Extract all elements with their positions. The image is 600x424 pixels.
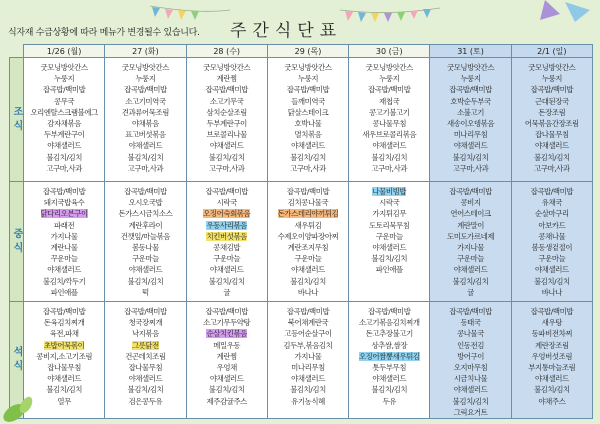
menu-item: 야채샐러드 — [291, 141, 325, 151]
menu-item: 야채샐러드 — [47, 141, 81, 151]
menu-item: 콩나물국 — [457, 329, 485, 339]
menu-item: 고구마,사과 — [534, 163, 570, 173]
menu-item: 계란장조림 — [534, 340, 569, 350]
meal-row — [10, 58, 593, 182]
menu-item: 누룽지 — [379, 74, 400, 84]
menu-cell — [267, 182, 348, 302]
menu-item: 두유 — [382, 396, 396, 406]
menu-item: 야채샐러드 — [128, 141, 163, 151]
menu-item: 계란조지무침 — [287, 243, 329, 253]
menu-item: 야채샐러드 — [453, 385, 488, 395]
menu-item: 잡곡밥/백미밥 — [205, 187, 248, 196]
menu-cell — [105, 182, 186, 302]
menu-item: 누룽지 — [297, 74, 319, 84]
menu-item: 북어채계란국 — [287, 318, 329, 328]
menu-item: 파래전 — [54, 220, 75, 230]
day-header: 30 (금) — [349, 45, 430, 58]
menu-item: 삼치순살조림 — [206, 107, 247, 117]
menu-item: 야채샐러드 — [128, 374, 163, 384]
menu-item: 불김치/김치 — [371, 152, 408, 162]
day-header: 29 (목) — [267, 45, 348, 58]
menu-item: 가지나물 — [294, 351, 322, 361]
menu-cell — [186, 302, 267, 419]
menu-item: 구운마늘 — [457, 254, 485, 264]
menu-item: 야채샐러드 — [128, 265, 163, 275]
menu-item: 콩나물무침 — [372, 119, 407, 129]
menu-item: 굿모닝방앗간스 — [121, 63, 170, 72]
menu-item: 야채샐러드 — [453, 141, 488, 151]
menu-item: 귤 — [223, 287, 231, 297]
menu-item: 굿모닝방앗간스 — [40, 63, 88, 72]
menu-item: 건곤데치조림 — [125, 351, 166, 361]
menu-cell — [349, 302, 430, 419]
menu-item: 누룽지 — [135, 74, 156, 84]
menu-item: 계란찜 — [216, 74, 237, 84]
menu-item: 파인애플 — [50, 287, 78, 297]
menu-item: 인동전김 — [457, 340, 485, 350]
menu-item: 야채샐러드 — [47, 374, 81, 384]
menu-item: 누룽지 — [54, 74, 75, 84]
menu-item: 고구마,사과 — [452, 163, 489, 173]
leaf-decoration — [0, 385, 40, 424]
menu-item: 잡곡밥/백미밥 — [124, 307, 167, 316]
menu-item: 시락국 — [379, 198, 400, 208]
menu-item: 가지나물 — [457, 243, 485, 253]
menu-item: 불김치/김치 — [46, 385, 83, 395]
menu-item: 야채샐러드 — [372, 374, 407, 384]
menu-item: 계란말이 — [457, 220, 485, 230]
menu-item: 귤 — [467, 287, 474, 297]
menu-item: 야채볶음 — [131, 119, 159, 129]
menu-item: 오징어짬뽕새우튀김 — [358, 351, 420, 361]
menu-item: 야채샐러드 — [453, 265, 488, 275]
menu-item: 잡곡밥/백미밥 — [449, 307, 492, 316]
menu-item: 오지마무침 — [453, 363, 488, 373]
menu-item: 잡곡밥/백미밥 — [124, 85, 167, 95]
menu-item: 계란나물 — [50, 243, 78, 253]
menu-item: 나물비빔밥 — [372, 187, 407, 196]
menu-item: 불김치/김치 — [208, 385, 245, 395]
menu-item: 유채국 — [541, 198, 562, 208]
menu-item: 굿모닝방앗간스 — [528, 63, 576, 72]
menu-item: 봄동생겉절이 — [531, 243, 573, 253]
menu-item: 새우브로콜리볶음 — [362, 130, 417, 140]
menu-cell — [267, 58, 348, 182]
menu-item: 야채샐러드 — [372, 243, 407, 253]
menu-item: 불김치/김치 — [371, 254, 408, 264]
menu-item: 호박나물 — [294, 119, 322, 129]
menu-item: 불김치/김치 — [290, 385, 326, 395]
meal-label: 중식 — [10, 182, 24, 302]
menu-item: 콩무국 — [54, 96, 75, 106]
menu-item: 잡곡밥/백미밥 — [42, 187, 86, 196]
menu-item: 우엉채 — [216, 363, 237, 373]
menu-item: 열무 — [57, 396, 71, 406]
menu-item: 꾸운마늘 — [50, 254, 78, 264]
menu-item: 방어구이 — [457, 351, 485, 361]
menu-item: 우동사리볶음 — [206, 220, 247, 230]
menu-item: 불김치/김치 — [127, 385, 164, 395]
menu-item: 불김치/김치 — [208, 152, 245, 162]
menu-item: 동태국 — [460, 318, 481, 328]
menu-item: 잡곡밥/백미밥 — [205, 85, 248, 95]
menu-item: 불김치/김치 — [452, 152, 489, 162]
menu-item: 누룽지 — [460, 74, 481, 84]
menu-item: 콩비지 — [460, 198, 481, 208]
menu-item: 닭살스테이크 — [287, 107, 329, 117]
menu-item: 불김치/김치 — [290, 152, 326, 162]
menu-change-notice: 식자재 수급상황에 따라 메뉴가 변경될수 있습니다. — [8, 28, 200, 38]
menu-item: 부지통마늘조림 — [528, 363, 576, 373]
menu-item: 야채샐러드 — [209, 265, 244, 275]
menu-item: 오시오국밥 — [128, 198, 163, 208]
menu-cell — [511, 58, 592, 182]
menu-item: 오징어숙회볶음 — [203, 209, 251, 219]
menu-item: 바나나 — [297, 287, 319, 297]
menu-item: 고구마,사과 — [290, 163, 326, 173]
day-header: 1/26 (월) — [24, 45, 105, 58]
menu-item: 소고기무국 — [209, 96, 244, 106]
menu-cell — [430, 302, 511, 419]
menu-item: 청국장찌개 — [128, 318, 163, 328]
menu-item: 야채샐러드 — [291, 374, 325, 384]
menu-item: 돈육김치찌개 — [43, 318, 85, 328]
menu-cell — [349, 58, 430, 182]
menu-item: 봄동나물 — [131, 243, 159, 253]
menu-cell — [105, 58, 186, 182]
menu-item: 잡곡밥/백미밥 — [449, 85, 492, 95]
menu-cell — [105, 302, 186, 419]
menu-item: 돈가스시금치소스 — [118, 209, 173, 219]
menu-item: 잡나물무침 — [534, 130, 569, 140]
menu-item: 아보카드 — [538, 220, 566, 230]
menu-item: 소고기볶음김치찌개 — [358, 318, 420, 328]
menu-item: 불김치/김치 — [127, 276, 164, 286]
menu-item: 콩채김밥 — [213, 243, 241, 253]
menu-item: 들깨미역국 — [291, 96, 325, 106]
menu-item: 잡곡밥/백미밥 — [286, 187, 330, 196]
day-header: 2/1 (일) — [511, 45, 592, 58]
menu-cell — [511, 302, 592, 419]
menu-item: 굿모닝방앗간스 — [284, 63, 332, 72]
menu-item: 불김치/김치 — [127, 152, 164, 162]
menu-item: 잡곡밥/백미밥 — [530, 187, 574, 196]
menu-item: 고구마,사과 — [371, 163, 408, 173]
menu-item: 소고기미역국 — [125, 96, 166, 106]
menu-item: 불김치/김치 — [290, 276, 326, 286]
meal-label: 석식 — [10, 302, 24, 419]
menu-item: 야채샐러드 — [209, 141, 244, 151]
menu-item: 새송이오뎅볶음 — [446, 119, 495, 129]
menu-item: 돈장조림 — [538, 107, 566, 117]
menu-item: 불김치/김치 — [46, 152, 83, 162]
menu-item: 잡나물무침 — [47, 363, 81, 373]
menu-item: 표고버섯볶음 — [125, 130, 166, 140]
menu-item: 돈가스데리야끼튀김 — [277, 209, 339, 219]
menu-item: 브로콜리나물 — [206, 130, 247, 140]
menu-item: 불김치/김치 — [452, 276, 489, 286]
menu-item: 호박순두부국 — [450, 96, 491, 106]
menu-item: 건깻잎/마늘볶음 — [120, 231, 171, 241]
menu-item: 소불고기 — [457, 107, 485, 117]
menu-item: 불김치/김치 — [371, 385, 408, 395]
menu-item: 잡곡밥/백미밥 — [530, 85, 574, 95]
menu-item: 구운마늘 — [131, 254, 159, 264]
menu-item: 구운마늘 — [375, 231, 403, 241]
menu-item: 톳두부무침 — [372, 363, 407, 373]
menu-item: 잡곡밥/백미밥 — [286, 307, 330, 316]
menu-item: 수제오이양파장아찌 — [277, 231, 339, 241]
menu-item: 소고기무두약탕 — [203, 318, 251, 328]
page-title: 주간식단표 — [230, 21, 343, 41]
menu-cell — [430, 58, 511, 182]
menu-item: 상추쌈,쌈장 — [371, 340, 408, 350]
menu-item: 두부계란구이 — [43, 130, 85, 140]
menu-cell — [430, 182, 511, 302]
menu-item: 그릇닭전 — [131, 340, 159, 350]
menu-item: 야채샐러드 — [534, 141, 569, 151]
menu-item: 야채샐러드 — [534, 374, 569, 384]
menu-item: 잡곡밥/백미밥 — [42, 85, 86, 95]
menu-item: 유기농식혜 — [291, 396, 325, 406]
day-header-row — [10, 45, 593, 58]
day-header: 31 (토) — [430, 45, 511, 58]
menu-item: 잡나물무침 — [128, 363, 163, 373]
menu-item: 우엉버섯조림 — [531, 351, 573, 361]
menu-item: 불김치/김치 — [452, 396, 489, 406]
menu-item: 잡곡밥/백미밥 — [368, 307, 411, 316]
menu-item: 순살마구리 — [534, 209, 569, 219]
day-header: 27 (화) — [105, 45, 186, 58]
menu-item: 순살치킨볶음 — [206, 329, 247, 339]
menu-item: 굿모닝방앗간스 — [203, 63, 251, 72]
menu-item: 야채샐러드 — [372, 141, 407, 151]
menu-item: 야채샐러드 — [209, 374, 244, 384]
menu-item: 새우탕 — [541, 318, 562, 328]
menu-item: 바나나 — [541, 287, 562, 297]
menu-cell — [24, 182, 105, 302]
menu-cell — [267, 302, 348, 419]
weekly-menu-table — [9, 44, 593, 419]
menu-item: 고구마,사과 — [127, 163, 164, 173]
menu-item: 멸치볶음 — [294, 130, 322, 140]
menu-item: 제주감귤주스 — [206, 396, 247, 406]
meal-label: 조식 — [10, 58, 24, 182]
menu-item: 동파비전차찌 — [531, 329, 573, 339]
menu-item: 고구마,사과 — [46, 163, 82, 173]
menu-item: 콩고기불고기 — [369, 107, 410, 117]
menu-item: 시금치나물 — [453, 374, 488, 384]
menu-item: 구운마늘 — [294, 254, 322, 264]
menu-cell — [186, 182, 267, 302]
menu-item: 미나리무침 — [291, 363, 325, 373]
menu-item: 불김치/깍두기 — [42, 276, 86, 286]
menu-item: 새우튀김 — [294, 220, 322, 230]
menu-item: 재첩국 — [379, 96, 400, 106]
menu-item: 낙지볶음 — [131, 329, 159, 339]
menu-item: 잡곡밥/백미밥 — [368, 85, 411, 95]
menu-item: 누룽지 — [541, 74, 562, 84]
menu-item: 도미도가르네제 — [446, 231, 495, 241]
menu-item: 콩비지,소고기조림 — [36, 351, 93, 361]
menu-item: 두부계란구이 — [206, 119, 247, 129]
menu-item: 계란찜 — [216, 351, 237, 361]
menu-item: 잡곡밥/백미밥 — [530, 307, 574, 316]
menu-item: 구운마늘 — [213, 254, 241, 264]
menu-item: 떡 — [142, 287, 149, 297]
menu-item: 어묵볶음간장조림 — [524, 119, 579, 129]
menu-cell — [24, 58, 105, 182]
menu-item: 고등어순살구이 — [284, 329, 332, 339]
menu-item: 계란후라이 — [128, 220, 163, 230]
menu-item: 잡곡밥/백미밥 — [42, 307, 86, 316]
menu-item: 오리엔탈스크램블에그 — [30, 107, 98, 117]
menu-item: 가지나물 — [50, 231, 78, 241]
menu-item: 견과류어묵조림 — [121, 107, 170, 117]
menu-item: 굿모닝방앗간스 — [446, 63, 495, 72]
menu-item: 김치콩나물국 — [287, 198, 329, 208]
menu-item: 야채주스 — [538, 396, 566, 406]
menu-item: 불김치/김치 — [208, 276, 245, 286]
menu-item: 불김치/김치 — [533, 385, 570, 395]
menu-item: 굿모닝방앗간스 — [365, 63, 413, 72]
menu-item: 고구마,사과 — [208, 163, 245, 173]
menu-item: 돼지국밥육수 — [43, 198, 85, 208]
menu-item: 불김치/김치 — [533, 152, 570, 162]
menu-item: 닭다리오븐구이 — [40, 209, 88, 219]
menu-item: 연어스테이크 — [450, 209, 491, 219]
menu-cell — [186, 58, 267, 182]
menu-cell — [511, 182, 592, 302]
corner-cell — [10, 45, 24, 58]
menu-item: 검은콩두유 — [128, 396, 163, 406]
menu-item: 그릭요거트 — [453, 407, 488, 417]
menu-item: 시락국 — [216, 198, 237, 208]
menu-item: 치킨버섯볶음 — [206, 231, 247, 241]
menu-item: 감자채볶음 — [47, 119, 81, 129]
menu-item: 잡곡밥/백미밥 — [124, 187, 167, 196]
menu-item: 잡곡밥/백미밥 — [286, 85, 330, 95]
menu-item: 육전,파채 — [49, 329, 79, 339]
menu-item: 불김치/김치 — [533, 276, 570, 286]
menu-item: 초밥어묵볶이 — [43, 340, 85, 350]
menu-item: 돈고추장불고기 — [365, 329, 413, 339]
meal-row — [10, 182, 593, 302]
menu-item: 야채샐러드 — [47, 265, 81, 275]
menu-item: 가지튀김무 — [372, 209, 407, 219]
menu-item: 파인애플 — [375, 265, 403, 275]
menu-item: 야채샐러드 — [291, 265, 325, 275]
menu-item: 근대된장국 — [534, 96, 569, 106]
day-header: 28 (수) — [186, 45, 267, 58]
menu-item: 콩채나물 — [538, 231, 566, 241]
menu-cell — [349, 182, 430, 302]
menu-item: 잡곡밥/백미밥 — [205, 307, 248, 316]
menu-item: 구운마늘 — [538, 254, 566, 264]
menu-item: 김두부,볶음김치 — [283, 340, 333, 350]
menu-item: 메밀우동 — [213, 340, 241, 350]
meal-row — [10, 302, 593, 419]
menu-item: 잡곡밥/백미밥 — [449, 187, 492, 196]
menu-item: 도토리묵무침 — [369, 220, 410, 230]
menu-item: 미나리무침 — [453, 130, 488, 140]
menu-item: 야채샐러드 — [534, 265, 569, 275]
